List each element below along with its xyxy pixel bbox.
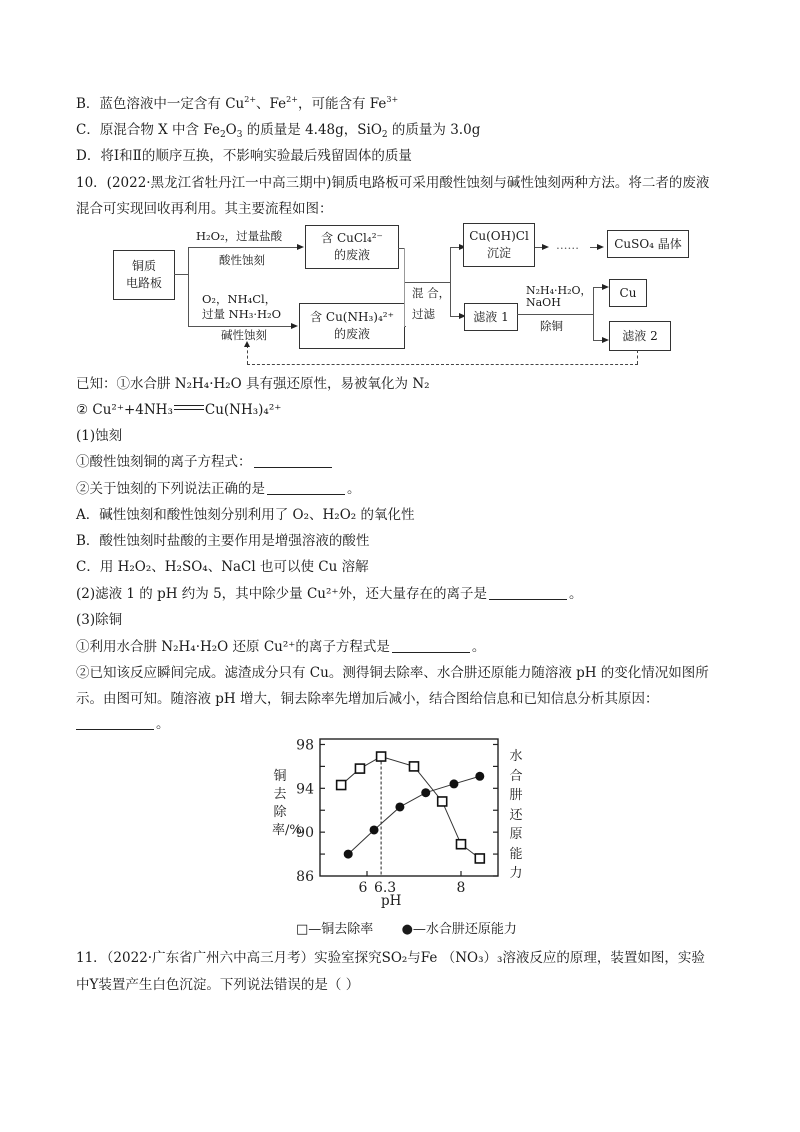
part-1-title: (1)蚀刻 — [76, 428, 123, 444]
acid-label: 酸性蚀刻 — [219, 253, 265, 267]
ellipsis: …… — [556, 238, 579, 252]
svg-text:8: 8 — [456, 880, 466, 896]
part-3-q1-text: ①利用水合肼 N₂H₄·H₂O 还原 Cu²⁺的离子方程式是 — [76, 639, 390, 655]
y-axis-label-right — [508, 747, 524, 884]
remove-reagent-1: N₂H₄·H₂O， — [526, 284, 592, 297]
box-circuit-board-line2: 电路板 — [125, 276, 162, 290]
part-3-title: (3)除铜 — [76, 612, 123, 628]
period: 。 — [347, 481, 361, 497]
option-d: D．将Ⅰ和Ⅱ的顺序互换，不影响实验最后残留固体的质量 — [76, 148, 412, 164]
y-axis-label-right-text: 水合肼还原能力 — [509, 749, 523, 881]
part-1-option-b: B．酸性蚀刻时盐酸的主要作用是增强溶液的酸性 — [76, 533, 370, 549]
option-c: C．原混合物 X 中含 $Fe_2O_3$ 的质量是 4.48g，SiO$_2$ 的质量为 3.0g — [76, 122, 481, 140]
y-axis-label-left — [272, 768, 302, 840]
box-cu: Cu — [609, 279, 647, 307]
mix-label-1: 混 合， — [412, 286, 451, 300]
box-acid-waste-line1: 含 CuCl₄²⁻ — [321, 231, 383, 245]
q11-line-1: 11．（2022·广东省广州六中高三月考）实验室探究SO₂与Fe （NO₃）₃溶液反应的原理，装置如图，实验 — [76, 950, 705, 966]
known-1: 已知：①水合肼 N₂H₄·H₂O 具有强还原性，易被氧化为 N₂ — [76, 376, 430, 392]
legend-hydrazine: ●—水合肼还原能力 — [401, 922, 517, 937]
acid-reagent: H₂O₂，过量盐酸 — [196, 229, 283, 243]
part-3-q2-b: 示。由图可知。随溶液 pH 增大，铜去除率先增加后减小，结合图给信息和已知信息分析其原因： — [76, 691, 659, 707]
svg-text:98: 98 — [296, 737, 314, 754]
svg-text:6: 6 — [358, 880, 368, 896]
q11-line-2: 中Y装置产生白色沉淀。下列说法错误的是（ ） — [76, 977, 360, 993]
part-1-q2-text: ②关于蚀刻的下列说法正确的是 — [76, 481, 265, 497]
box-precipitate-line1: Cu(OH)Cl — [469, 229, 529, 243]
legend-copper-removal: □—铜去除率 — [296, 922, 374, 937]
box-base-waste-line2: 的废液 — [333, 327, 370, 341]
x-axis-label: pH — [381, 893, 402, 909]
remove-reagent-2: NaOH — [526, 296, 561, 309]
svg-text:90: 90 — [296, 825, 314, 842]
box-filtrate-2: 滤液 2 — [609, 321, 671, 351]
box-cuso4: CuSO₄ 晶体 — [607, 230, 689, 258]
part-1-q1-text: ①酸性蚀刻铜的离子方程式： — [76, 454, 252, 470]
base-reagent-1: O₂，NH₄Cl， — [202, 292, 277, 306]
known-2-reactants: ② Cu²⁺+4NH₃ — [76, 402, 173, 418]
box-acid-waste-line2: 的废液 — [333, 248, 370, 262]
legend — [296, 918, 517, 937]
period: 。 — [156, 716, 170, 732]
part-1-option-a: A．碱性蚀刻和酸性蚀刻分别利用了 O₂、H₂O₂ 的氧化性 — [76, 507, 415, 523]
part-2-text: (2)滤液 1 的 pH 约为 5，其中除少量 Cu²⁺外，还大量存在的离子是 — [76, 586, 488, 602]
part-3-q2-a: ②已知该反应瞬间完成。滤渣成分只有 Cu。测得铜去除率、水合肼还原能力随溶液 pH 的变化情况如图所 — [76, 665, 709, 681]
mix-label-2: 过滤 — [412, 307, 435, 321]
option-b: B．蓝色溶液中一定含有 $Cu^{2+}$、$Fe^{2+}$，可能含有 $Fe^{3+}$ — [76, 95, 399, 112]
period: 。 — [471, 639, 486, 655]
box-circuit-board-line1: 铜质 — [131, 259, 156, 273]
remove-label: 除铜 — [540, 319, 563, 333]
box-filtrate-1: 滤液 1 — [464, 303, 518, 331]
y-axis-label-left-text: 铜去除率/% — [272, 769, 302, 838]
svg-text:94: 94 — [296, 781, 314, 798]
known-2-product: Cu(NH₃)₄²⁺ — [204, 402, 282, 418]
q10-header: 10．(2022·黑龙江省牡丹江一中高三期中)铜质电路板可采用酸性蚀刻与碱性蚀刻两种方法。将二者的废液 — [76, 175, 710, 191]
period: 。 — [569, 586, 583, 602]
box-precipitate-line2: 沉淀 — [486, 246, 511, 260]
box-base-waste-line1: 含 Cu(NH₃)₄²⁺ — [310, 310, 394, 324]
q10-header-2: 混合可实现回收再利用。其主要流程如图： — [76, 201, 333, 217]
base-reagent-2: 过量 NH₃·H₂O — [202, 307, 282, 321]
svg-text:6.3: 6.3 — [373, 880, 397, 896]
base-label: 碱性蚀刻 — [221, 328, 267, 342]
svg-text:86: 86 — [296, 869, 314, 885]
part-1-option-c: C．用 H₂O₂、H₂SO₄、NaCl 也可以使 Cu 溶解 — [76, 559, 369, 575]
